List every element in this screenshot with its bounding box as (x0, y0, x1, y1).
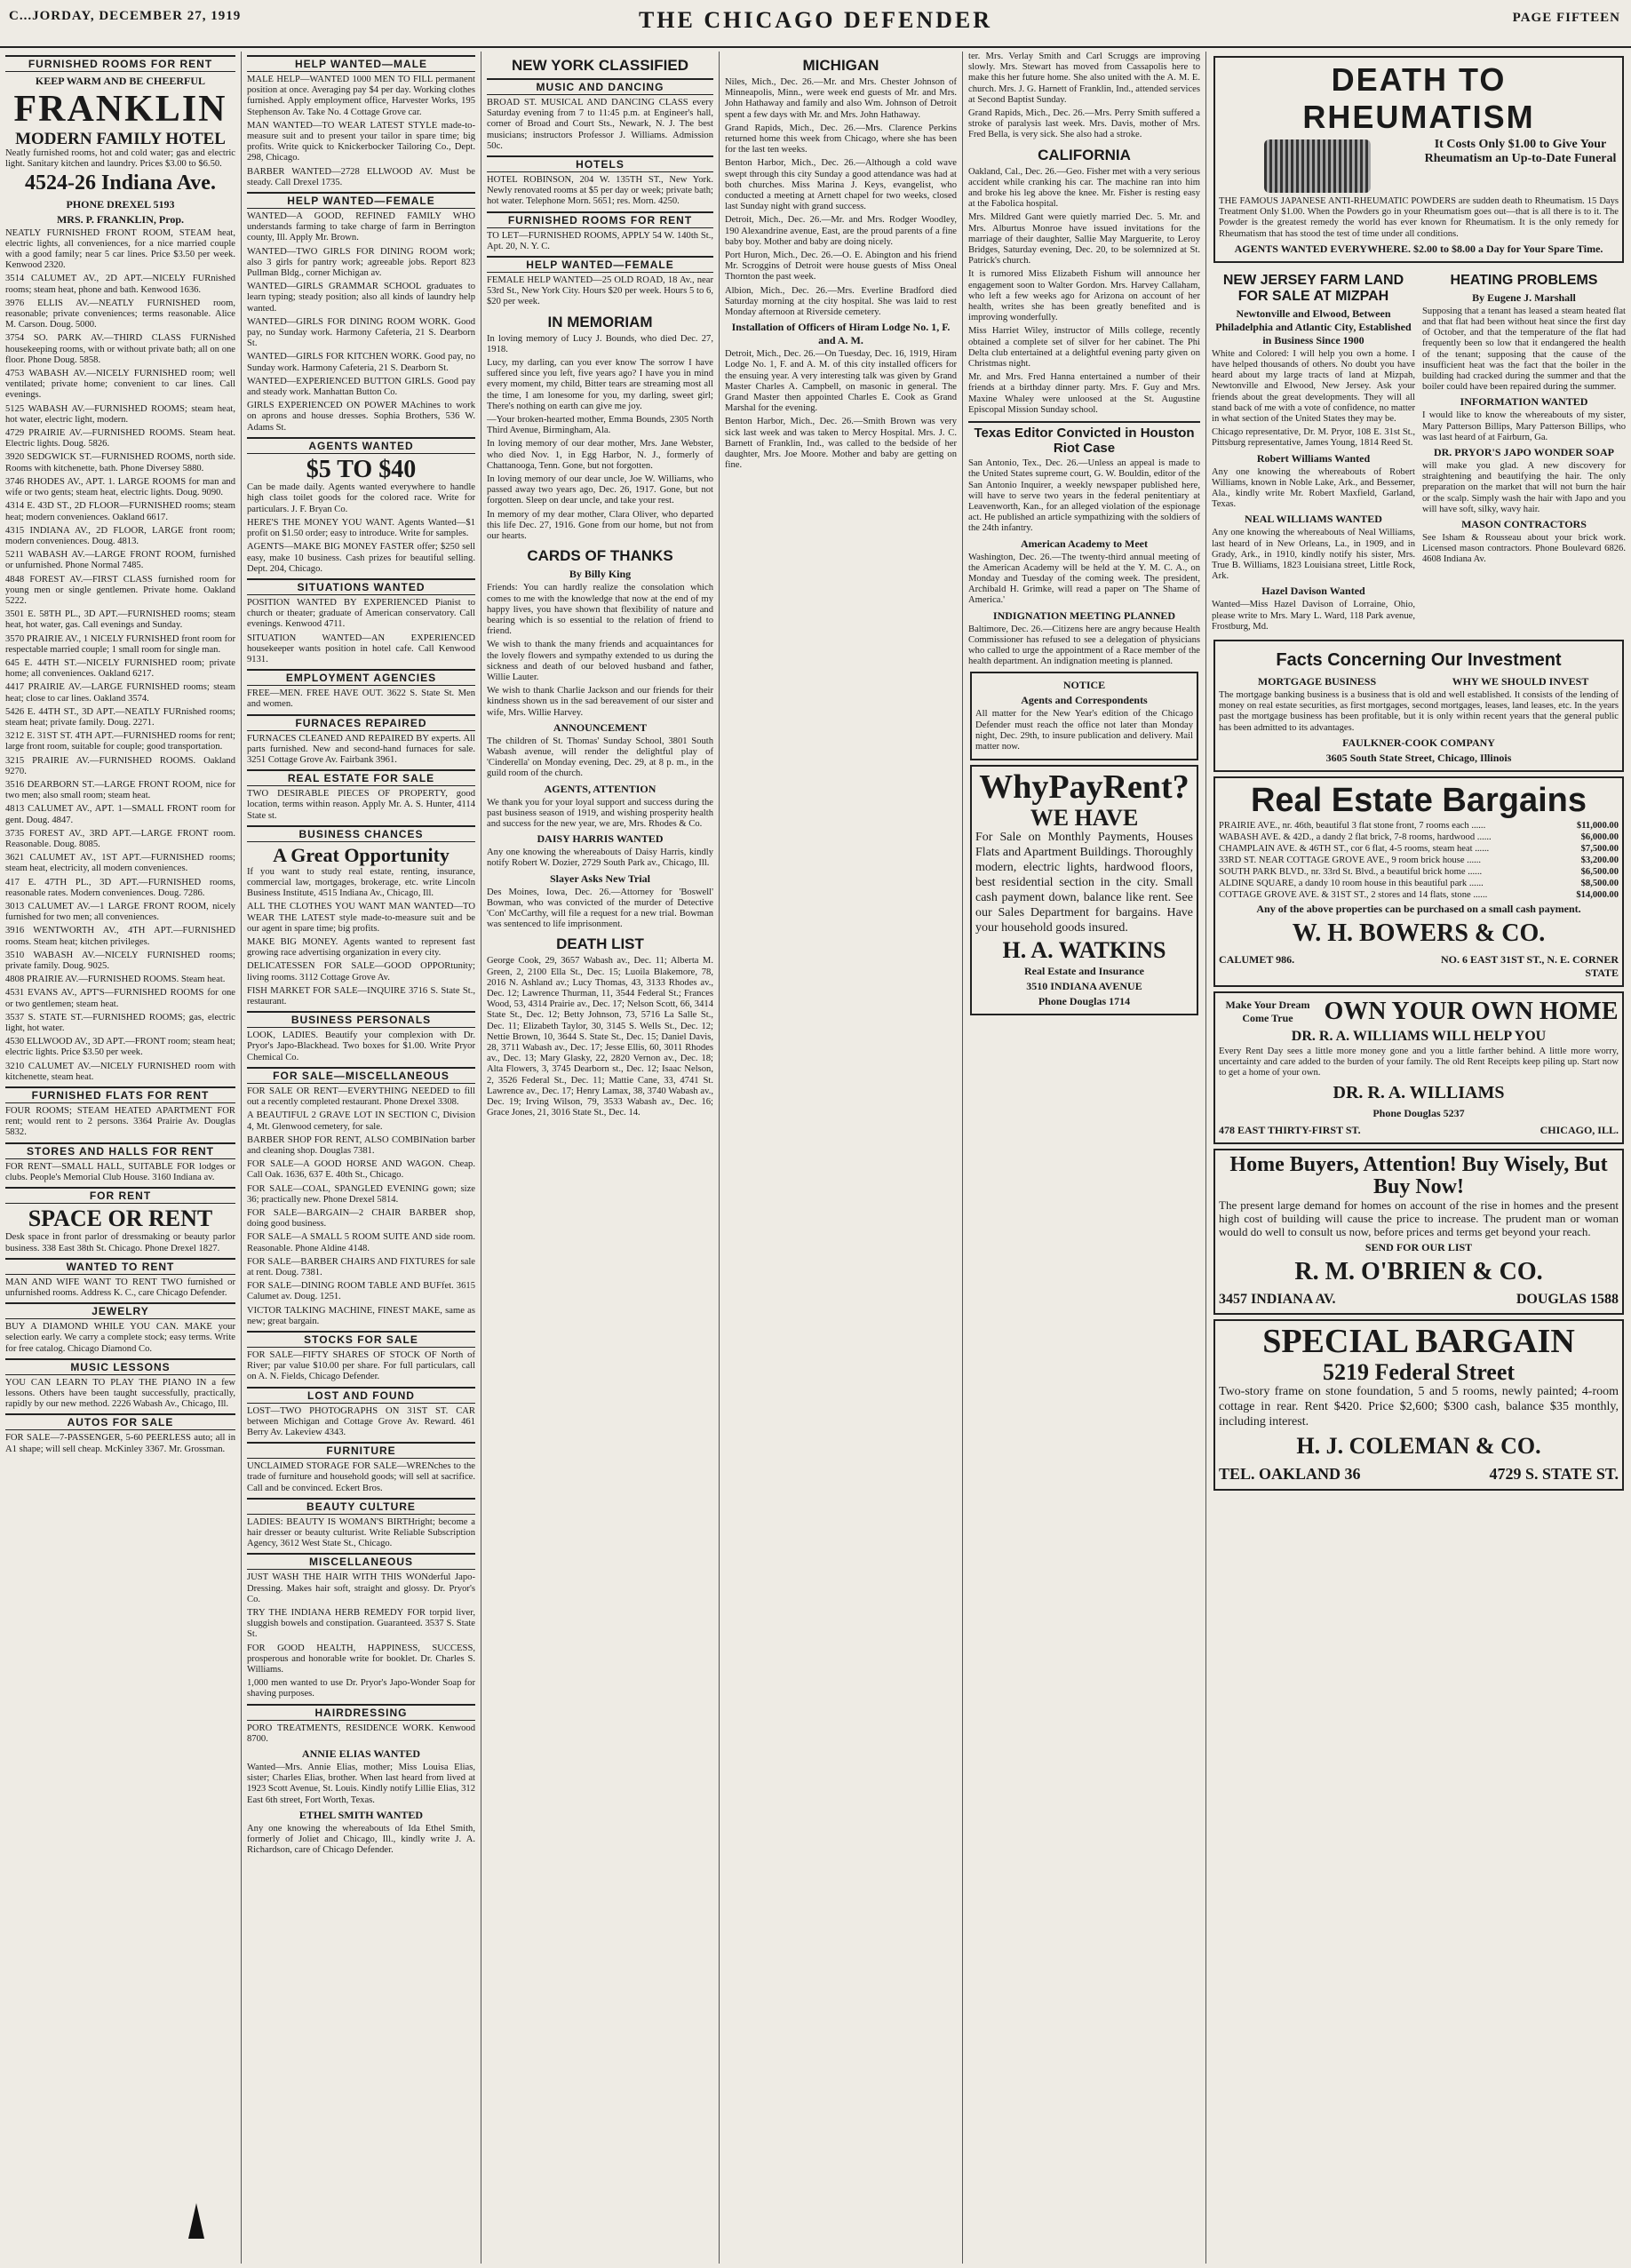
classified-ad: FOR GOOD HEALTH, HAPPINESS, SUCCESS, prosperous and honorable write for booklet. Dr. Charles S. Williams. (247, 1643, 475, 1675)
memoriam-entry: In loving memory of our dear mother, Mrs. Jane Webster, who died Nov. 1, in Egg Harbor, N. J., formerly of Chattanooga, Tenn. Gone, but not forgotten. (487, 439, 713, 471)
obrien-phone: DOUGLAS 1588 (1516, 1291, 1619, 1307)
classified-ad: 5125 WABASH AV.—FURNISHED ROOMS; steam heat, hot water, electric light, modern. (5, 403, 235, 425)
facts-right-heading: WHY WE SHOULD INVEST (1452, 675, 1589, 688)
classified-ad: PORO TREATMENTS, RESIDENCE WORK. Kenwood 8700. (247, 1723, 475, 1744)
memoriam-entry: In loving memory of our dear uncle, Joe W. Williams, who passed away two years ago, Dec. 26, 1917. Gone, but not forgotten. Sleep on dear uncle, and take your rest. (487, 474, 713, 506)
notice-heading: NOTICE (1062, 679, 1106, 692)
watkins-sub: Real Estate and Insurance (1023, 964, 1144, 977)
listing-row (1219, 889, 1619, 901)
classified-ad: FREE—MEN. FREE HAVE OUT. 3622 S. State St. Men and women. (247, 688, 475, 710)
hearse-illustration (1264, 139, 1371, 193)
listing-text: 33RD ST. NEAR COTTAGE GROVE AVE., 9 room brick house ...... (1219, 855, 1482, 865)
classified-ad: 3212 E. 31ST ST. 4TH APT.—FURNISHED rooms for rent; large front room, suitable for couple; good transportation. (5, 731, 235, 752)
classified-ad: If you want to study real estate, renting, insurance, commercial law, mortgages, brokerage, etc. write Lincoln Business Institute, 4515 Indiana Av., Chicago, Ill. (247, 866, 475, 899)
own-home-headline: OWN YOUR OWN HOME (1324, 998, 1619, 1026)
slayer-body: Des Moines, Iowa, Dec. 26.—Attorney for 'Boswell' Bowman, who was convicted of the murder of Detective 'Con' McCarthy, will file a request for a new trial. Bowman was sentenced to life imprisonment. (487, 887, 713, 930)
ad-tagline: KEEP WARM AND BE CHEERFUL (35, 75, 206, 87)
section-heading: MUSIC LESSONS (5, 1358, 235, 1375)
bowers-address: NO. 6 EAST 31ST ST., N. E. CORNER STATE (1440, 952, 1619, 979)
listing-row (1219, 820, 1619, 832)
special-bargain-headline: SPECIAL BARGAIN (1262, 1322, 1575, 1360)
in-memoriam-heading: IN MEMORIAM (547, 313, 653, 330)
thanks-entry: We wish to thank Charlie Jackson and our friends for their kindness shown us in the sad bereavement of our sister and wife, Mrs. Willie Harvey. (487, 686, 713, 718)
classified-ad: LOST—TWO PHOTOGRAPHS ON 31ST ST. CAR between Michigan and Cottage Grove Av. Reward. 461 Berry Av. Lakeview 4343. (247, 1405, 475, 1437)
hazel-heading: Hazel Davison Wanted (1261, 585, 1365, 598)
news-item: Niles, Mich., Dec. 26.—Mr. and Mrs. Chester Johnson of Minneapolis, Minn., were week end guests of Mr. and Mrs. John Hathaway and family and also Wm. Johnson of Detroit spent a few days with Mr. and Mrs. John Hathaway. (725, 77, 957, 120)
classified-ad: 3920 SEDGWICK ST.—FURNISHED ROOMS, north side. Rooms with kitchenette, bath. Phone Diversey 5880. (5, 452, 235, 473)
facts-body: The mortgage banking business is a business that is old and well established. It consists of the lending of money on real estate securities, as first mortgages, second mortgages, leases, land leases, etc. In the years past the mortgage business has been profitable, but it is only within recent years that the general public has been admitted to its advantages. (1219, 690, 1619, 733)
texas-heading: Texas Editor Convicted in Houston Riot Case (968, 421, 1200, 456)
memoriam-entry: Lucy, my darling, can you ever know The sorrow I have suffered since you left, five years ago? I have you in mind every moment, my child, Bitter tears are streaming most all the time, I am lonesome for you, my darling, sweet girl; There's nothing on earth can give me joy. (487, 358, 713, 411)
section-heading: FOR SALE—MISCELLANEOUS (247, 1067, 475, 1084)
opportunity-headline: A Great Opportunity (273, 843, 450, 866)
classified-ad: 4417 PRAIRIE AV.—LARGE FURNISHED rooms; steam heat; close to car lines. Oakland 3574. (5, 682, 235, 704)
pryor-body: will make you glad. A new discovery for straightening and beautifying the hair. The only preparation on the market that will not burn the hair or the scalp. Simply wash the hair with Japo and you will have soft, silky, wavy hair. (1422, 461, 1626, 514)
daisy-harris-body: Any one knowing the whereabouts of Daisy Harris, kindly notify Robert W. Dozier, 2729 South Park av., Chicago, Ill. (487, 848, 713, 869)
section-heading: FURNISHED ROOMS FOR RENT (487, 211, 713, 228)
classified-ad: ALL THE CLOTHES YOU WANT MAN WANTED—TO WEAR THE LATEST style made-to-measure suit and be our agent in spare time; big profits. (247, 902, 475, 934)
neal-heading: NEAL WILLIAMS WANTED (1245, 513, 1382, 526)
listing-text: SOUTH PARK BLVD., nr. 33rd St. Blvd., a beautiful brick home ...... (1219, 866, 1483, 877)
section-heading: MUSIC AND DANCING (487, 78, 713, 95)
cards-list (487, 583, 713, 718)
classified-ad: 3215 PRAIRIE AV.—FURNISHED ROOMS. Oakland 9270. (5, 755, 235, 776)
classified-ad: MAN AND WIFE WANT TO RENT TWO furnished or unfurnished rooms. Address K. C., care Chicago Defender. (5, 1277, 235, 1298)
classified-ad: FOUR ROOMS; STEAM HEATED APARTMENT FOR rent; would rent to 2 persons. 3364 Prairie Av. Douglas 5832. (5, 1106, 235, 1138)
special-bargain-body: Two-story frame on stone foundation, 5 and 5 rooms, newly painted; 4-room cottage in rear. Rent $420. Price $2,600; $300 cash, balance $35 monthly, including interest. (1219, 1385, 1619, 1429)
news-item: It is rumored Miss Elizabeth Fishum will announce her engagement soon to Walter Gordon. Mrs. Harvey Callaham, who left a few weeks ago for Arizona on account of her health, writes she has been greatly benefited and is improving wonderfully. (968, 269, 1200, 323)
info-heading: INFORMATION WANTED (1460, 395, 1588, 409)
memoriam-list (487, 334, 713, 543)
classified-ad: MALE HELP—WANTED 1000 MEN TO FILL permanent position at once. Averaging pay $4 per day. Working clothes furnished. Apply employment office, Harvester Works, 195 Stephenson Av. Take No. 4 Cottage Grove car. (247, 75, 475, 117)
classified-ad: DELICATESSEN FOR SALE—GOOD OPPORtunity; living rooms. 3112 Cottage Grove Av. (247, 961, 475, 983)
classified-ad: 1,000 men wanted to use Dr. Pryor's Japo-Wonder Soap for shaving purposes. (247, 1678, 475, 1699)
news-item: Benton Harbor, Mich., Dec. 26.—Although a cold wave swept through this city Sunday a good attendance was had at both churches. Miss Marina J. Keys, evangelist, who conducted a meeting at Arnett chapel for two weeks, closed last Sunday night with grand success. (725, 158, 957, 212)
heating-body: Supposing that a tenant has leased a steam heated flat and that flat had been without heat since the first day of October, and that the temperature of the flat had frequently been so low that it endangered the health of the tenant; supposing that the cause of the insufficient heat was the fact that the boiler in the building had cracked during the summer and that the boiler could have been repaired during the summer. (1422, 306, 1626, 393)
classified-ad: 3916 WENTWORTH AV., 4TH APT.—FURNISHED rooms. Steam heat; kitchen privileges. (5, 926, 235, 947)
male-help-ads (247, 75, 475, 188)
classified-ad: NEATLY FURNISHED FRONT ROOM, STEAM heat, electric lights, all conveniences, for a nice married couple with a good family; near 5 car lines. Price $3.50 per week. Kenwood 2320. (5, 227, 235, 271)
notice-body: All matter for the New Year's edition of the Chicago Defender must reach the office not later than Monday night, Dec. 29th, to insure publication and delivery. Mail matter now. (975, 709, 1193, 752)
classified-ad: WANTED—A GOOD, REFINED FAMILY WHO understands farming to take charge of farm in Berrington county, Ill. Apply Mr. Brown. (247, 211, 475, 243)
classified-ad: 645 E. 44TH ST.—NICELY FURNISHED room; private home; all conveniences. Oakland 6217. (5, 657, 235, 680)
franklin-phone: PHONE DREXEL 5193 (66, 197, 175, 211)
franklin-body: Neatly furnished rooms, hot and cold water; gas and electric light. Sanitary kitchen and laundry. Prices $3.00 to $6.50. (5, 148, 235, 170)
section-heading: WANTED TO RENT (5, 1258, 235, 1275)
classified-ad: 4729 PRAIRIE AV.—FURNISHED ROOMS. Steam heat. Electric lights. Doug. 5826. (5, 428, 235, 450)
section-heading: STORES AND HALLS FOR RENT (5, 1142, 235, 1159)
williams-address: 478 EAST THIRTY-FIRST ST. (1219, 1123, 1361, 1136)
death-list-body: George Cook, 29, 3657 Wabash av., Dec. 11; Alberta M. Green, 2, 2100 Ella St., Dec. 15; Luoila Blakemore, 78, 2016 N. Ashland av.; Lucy Thomas, 43, 3133 Rhodes av., Dec. 12; Lawrence Thurman, 11, 3544 Federal St.; Frances Wood, 53, 4314 Prairie av., Dec. 17; Nelson Scott, 66, 3414 State St., Dec. 12; Betty Johnson, 73, 5716 La Salle St., Dec. 11; Elizabeth Taylor, 30, 3145 S. Wells St., Dec. 12; Nettie Brown, 10, 3644 S. State St., Dec. 15; Daniel Davis, 28, 3711 Wabash av., Dec. 17; Jesse Ellis, 60, 3011 Rhodes av., Dec. 13; Mary Glasky, 22, 2820 Vernon av., Dec. 18; Alta Flowers, 3, 3745 Dearborn st., Dec. 12; Isaac Nelson, 2, 3526 Federal St., Dec. 11; Mattie Cane, 33, 4741 St. Lawrence av., Dec. 17; Henry Lamax, 38, 3740 Wabash av., Dec. 19; Irving Wilson, 79, 3533 Wabash av., Dec. 16; Grace Jones, 21, 3016 State St., Dec. 14. (487, 956, 713, 1118)
column-5 (963, 52, 1206, 2264)
coleman-name: H. J. COLEMAN & CO. (1296, 1433, 1541, 1460)
classified-ad: 3501 E. 58TH PL., 3D APT.—FURNISHED rooms; steam heat, hot water, gas. Call evenings and Sunday. (5, 609, 235, 631)
classified-ad: 4753 WABASH AV.—NICELY FURNISHED room; well ventilated; private home; convenient to car lines. Call evenings. (5, 369, 235, 401)
classified-ad: AGENTS—MAKE BIG MONEY FASTER offer; $250 sell easy, make 10 business. Cash prizes for beautiful selling. Dept. 204, Chicago. (247, 542, 475, 574)
classified-ad: 3570 PRAIRIE AV., 1 NICELY FURNISHED front room for respectable married couple; 1 small room for single man. (5, 633, 235, 655)
nj-farm-heading: NEW JERSEY FARM LAND FOR SALE AT MIZPAH (1222, 272, 1404, 304)
listing-row (1219, 866, 1619, 878)
classified-ad: MAKE BIG MONEY. Agents wanted to represent fast growing race advertising organization in every city. (247, 937, 475, 959)
classified-ad: 4813 CALUMET AV., APT. 1—SMALL FRONT room for gent. Doug. 4847. (5, 804, 235, 825)
ny-classified-heading: NEW YORK CLASSIFIED (512, 57, 688, 74)
agents-attention-body: We thank you for your loyal support and success during the past business season of 1919, and wishing prosperity health and success for the new year, we are, Mrs. Rhodes & Co. (487, 797, 713, 829)
classified-ad: TO LET—FURNISHED ROOMS, APPLY 54 W. 140th St., Apt. 20, N. Y. C. (487, 230, 713, 251)
notice-heading: ETHEL SMITH WANTED (298, 1808, 424, 1821)
listing-price: $14,000.00 (1576, 889, 1619, 900)
own-home-sub: DR. R. A. WILLIAMS WILL HELP YOU (1291, 1028, 1547, 1044)
real-estate-note: Any of the above properties can be purchased on a small cash payment. (1256, 902, 1581, 915)
obrien-name: R. M. O'BRIEN & CO. (1294, 1257, 1543, 1285)
section-heading: HELP WANTED—FEMALE (247, 192, 475, 209)
listing-price: $6,000.00 (1580, 832, 1619, 842)
business-ads (247, 867, 475, 1007)
nj-farm-reps: Chicago representative, Dr. M. Pryor, 108 E. 31st St., Pittsburg representative, James Young, 1814 Reed St. (1212, 427, 1415, 449)
rheumatism-tagline: It Costs Only $1.00 to Give Your Rheumatism an Up-to-Date Funeral (1424, 138, 1617, 165)
faulkner-address: 3605 South State Street, Chicago, Illinois (1325, 751, 1512, 764)
section-heading: FURNISHED ROOMS FOR RENT (5, 55, 235, 72)
heating-heading: HEATING PROBLEMS (1450, 272, 1598, 288)
mason-body: See Isham & Rousseau about your brick work. Licensed mason contractors. Phone Boulevard 6826. 4608 Indiana Av. (1422, 533, 1626, 565)
thanks-entry: Friends: You can hardly realize the consolation which comes to me with the knowledge that now at the end of my happy lives, you have shown that flexibility of nature and bearing which is so essential to the relation of friend to friend. (487, 583, 713, 637)
texas-body: San Antonio, Tex., Dec. 26.—Unless an appeal is made to the United States supreme court, G. W. Bouldin, editor of the San Antonio Inquirer, a weekly newspaper published here, will have to serve two years in the federal penitentiary at Leavenworth, Kan., for an alleged violation of the espionage act. He published an article sympathizing with the soldiers of the 24th infantry. (968, 458, 1200, 534)
classified-ad: BARBER WANTED—2728 ELLWOOD AV. Must be steady. Call Drexel 1735. (247, 166, 475, 187)
send-for-list: SEND FOR OUR LIST (1364, 1240, 1473, 1253)
listing-row (1219, 843, 1619, 855)
classified-ad: FOR SALE—BARGAIN—2 CHAIR BARBER shop, doing good business. (247, 1207, 475, 1229)
section-heading: FURNISHED FLATS FOR RENT (5, 1086, 235, 1103)
news-item: Oakland, Cal., Dec. 26.—Geo. Fisher met with a very serious accident while cranking his car. The machine ran into him and broke his leg above the knee. Mr. Fisher is resting easy at the Fabolica hospital. (968, 166, 1200, 210)
robert-body: Any one knowing the whereabouts of Robert Williams, known in Noble Lake, Ark., and Bessemer, Ala., kindly write Mr. Robert Maxfield, Garland, Texas. (1212, 466, 1415, 510)
obrien-address: 3457 INDIANA AV. (1219, 1291, 1336, 1307)
section-heading: FOR RENT (5, 1187, 235, 1204)
classified-ad: FOR SALE—7-PASSENGER, 5-60 PEERLESS auto; all in A1 shape; will sell cheap. McKinley 3367. Mr. Grossman. (5, 1433, 235, 1454)
classified-ad: 3516 DEARBORN ST.—LARGE FRONT ROOM, nice for two men; also small room; steam heat. (5, 779, 235, 801)
classified-ad: TWO DESIRABLE PIECES OF PROPERTY, good location, terms within reason. Apply Mr. A. S. Hunter, 4114 State st. (247, 789, 475, 821)
california-heading: CALIFORNIA (1038, 146, 1131, 163)
classified-ad: 3754 SO. PARK AV.—THIRD CLASS FURNished housekeeping rooms, with or without private bath; all on one floor. Phone Doug. 5858. (5, 333, 235, 365)
michigan-news (725, 77, 957, 318)
section-heading: SITUATIONS WANTED (247, 578, 475, 595)
indignation-heading: INDIGNATION MEETING PLANNED (992, 609, 1176, 622)
classified-ad: HERE'S THE MONEY YOU WANT. Agents Wanted—$1 profit on $1.50 order; easy to introduce. Write for samples. (247, 517, 475, 539)
news-item: Detroit, Mich., Dec. 26.—Mr. and Mrs. Rodger Woodley, 190 Alexandrine avenue, East, are the proud parents of a fine baby boy. Mother and baby are doing nicely. (725, 215, 957, 247)
situations-ads (247, 598, 475, 665)
issue-date: C...JORDAY, DECEMBER 27, 1919 (9, 9, 242, 23)
why-pay-rent-headline: WhyPayRent? (979, 768, 1189, 807)
classified-ad: VICTOR TALKING MACHINE, FINEST MAKE, same as new; great bargain. (247, 1305, 475, 1326)
own-home-ad (1213, 991, 1624, 1144)
pointer-arrow-icon (188, 2203, 204, 2239)
facts-left-heading: MORTGAGE BUSINESS (1257, 675, 1377, 688)
investment-ad (1213, 640, 1624, 772)
listing-price: $7,500.00 (1580, 843, 1619, 854)
own-home-tagline: Make Your Dream Come True (1225, 998, 1310, 1024)
news-item: Mrs. Mildred Gant were quietly married Dec. 5. Mr. and Mrs. Alburtus Monroe have issued invitations for the marriage of their daughter, Sallie May Marguerite, to Leroy Bridges, Saturday evening, Dec. 20, to be solemnized at St. Patrick's church. (968, 212, 1200, 267)
classified-ad: 3537 S. STATE ST.—FURNISHED ROOMS; gas, electric light, hot water. (5, 1012, 235, 1034)
classified-ad: UNCLAIMED STORAGE FOR SALE—WRENches to the trade of furniture and household goods; will sell at sacrifice. Call and be convinced. Eckert Bros. (247, 1461, 475, 1493)
classified-ad: GIRLS EXPERIENCED ON POWER MAchines to work on aprons and house dresses. Sophia Brothers, 536 W. Adams St. (247, 401, 475, 433)
classified-ad: 3621 CALUMET AV., 1ST APT.—FURNISHED rooms; steam heat, electricity, all modern conveniences. (5, 853, 235, 874)
franklin-prop: MRS. P. FRANKLIN, Prop. (56, 212, 184, 226)
memoriam-entry: In memory of my dear mother, Clara Oliver, who departed this life Dec. 27, 1916. Gone from our home, but not from our hearts. (487, 509, 713, 542)
news-item: Miss Harriet Wiley, instructor of Mills college, recently obtained a complete set of silver for her cabinet. The Phi Delta club entertained at a delightful evening party given on Christmas night. (968, 326, 1200, 370)
news-item: Albion, Mich., Dec. 26.—Mrs. Everline Bradford died Saturday morning at the city hospital. She was laid to rest Monday afternoon at Riverside cemetery. (725, 285, 957, 318)
classified-ad: 3735 FOREST AV., 3RD APT.—LARGE FRONT room. Reasonable. Doug. 8085. (5, 828, 235, 849)
listing-text: COTTAGE GROVE AVE. & 31ST ST., 2 stores and 14 flats, stone ...... (1219, 889, 1488, 900)
classified-ad: Desk space in front parlor of dressmaking or beauty parlor business. 338 East 38th St. Chicago. Phone Drexel 1827. (5, 1232, 235, 1253)
franklin-subtitle: MODERN FAMILY HOTEL (15, 130, 226, 149)
misc-ads (247, 1086, 475, 1327)
rooms-ads-list (5, 228, 235, 1083)
rheumatism-body: THE FAMOUS JAPANESE ANTI-RHEUMATIC POWDERS are sudden death to Rheumatism. 15 Days Treatment Only $1.00. When the Powders go in your Rheumatism goes out—that is all there is to it. The Powder is the greatest remedy the world has ever known for Rheumatism. It is the only remedy for Rheumatism that has stood the test of time under all conditions. (1219, 196, 1619, 239)
classified-ad: 5426 E. 44TH ST., 3D APT.—NEATLY FURnished rooms; steam heat; private family. Doug. 2271. (5, 706, 235, 728)
classified-ad: 4315 INDIANA AV., 2D FLOOR, LARGE front room; modern conveniences. Doug. 4813. (5, 525, 235, 546)
williams-city: CHICAGO, ILL. (1540, 1123, 1619, 1136)
listing-text: WABASH AVE. & 42D., a dandy 2 flat brick, 7-8 rooms, hardwood ...... (1219, 832, 1492, 842)
franklin-address: 4524-26 Indiana Ave. (25, 171, 216, 195)
classified-ad: TRY THE INDIANA HERB REMEDY FOR torpid liver, sluggish bowels and constipation. Guaranteed. 3537 S. State St. (247, 1608, 475, 1640)
bowers-name: W. H. BOWERS & CO. (1292, 919, 1546, 947)
watkins-address: 3510 INDIANA AVENUE (1026, 979, 1142, 992)
section-heading: FURNITURE (247, 1442, 475, 1459)
section-heading: HELP WANTED—FEMALE (487, 256, 713, 273)
daisy-harris-heading: DAISY HARRIS WANTED (537, 832, 664, 846)
own-home-body: Every Rent Day sees a little more money gone and you a little farther behind. A little more worry, uncertainty and care added to the burden of your family. The old Rent Receipts keep piling up. Start now to get a home of your own. (1219, 1046, 1619, 1078)
classified-ad: 4808 PRAIRIE AV.—FURNISHED ROOMS. Steam heat. (5, 975, 226, 985)
neal-body: Any one knowing the whereabouts of Neal Williams, last heard of in New Orleans, La., in 1909, and in Grady, Ark., in 1910, kindly notify his sister, Mrs. True B. Williams, 1823 Louisiana street, Little Rock, Ark. (1212, 528, 1415, 582)
classified-ad: HOTEL ROBINSON, 204 W. 135TH ST., New York. Newly renovated rooms at $5 per day or week; private bath; hot water. Telephone Morn. 5651; res. Morn. 4250. (487, 175, 713, 207)
agents-ads (247, 518, 475, 575)
announcement-heading: ANNOUNCEMENT (553, 720, 648, 734)
special-bargain-ad (1213, 1319, 1624, 1491)
section-heading: AGENTS WANTED (247, 437, 475, 454)
classified-ad: FOR SALE—COAL, SPANGLED EVENING gown; size 36; practically new. Phone Drexel 5814. (247, 1183, 475, 1205)
classified-ad: 3210 CALUMET AV.—NICELY FURNISHED room with kitchenette, steam heat. (5, 1061, 235, 1082)
bowers-phone: CALUMET 986. (1219, 952, 1295, 966)
section-heading: LOST AND FOUND (247, 1387, 475, 1404)
space-for-rent-headline: SPACE OR RENT (28, 1206, 213, 1232)
classified-ad: LADIES: BEAUTY IS WOMAN'S BIRTHright; become a hair dresser or beauty culturist. Write Reliable Subscription Agency, 3612 West State St., Chicago. (247, 1516, 475, 1549)
section-heading: JEWELRY (5, 1302, 235, 1319)
mason-heading: MASON CONTRACTORS (1461, 518, 1587, 531)
williams-name: DR. R. A. WILLIAMS (1333, 1082, 1505, 1102)
death-to-rheumatism-headline: DEATH TO RHEUMATISM (1302, 61, 1535, 135)
news-item: Port Huron, Mich., Dec. 26.—O. E. Abington and his friend Mr. Scroggins of Detroit were house guests of Miss Oneal Thornton the past week. (725, 251, 957, 283)
franklin-logo-text: FRANKLIN (13, 89, 227, 130)
nj-farm-subheading: Newtonville and Elwood, Between Philadelphia and Atlantic City, Established in Business Since 1900 (1215, 306, 1412, 346)
classified-ad: FOR SALE—A GOOD HORSE AND WAGON. Cheap. Call Oak. 1636, 637 E. 40th St., Chicago. (247, 1159, 475, 1181)
column-4 (720, 52, 963, 2264)
listing-row (1219, 878, 1619, 889)
classified-ad: 3013 CALUMET AV.—1 LARGE FRONT ROOM, nicely furnished for two men; all conveniences. (5, 902, 235, 923)
hiram-body: Detroit, Mich., Dec. 26.—On Tuesday, Dec. 16, 1919, Hiram Lodge No. 1, F. and A. M. of this city installed officers for the ensuing year. A very interesting talk was given by Grand Master Charles A. Campbell, on masonic in general. The Grand Master then appointed Charles E. Cook as Grand Marshal for the evening. (725, 349, 957, 414)
michigan-continued: ter. Mrs. Verlay Smith and Carl Scruggs are improving slowly. Mrs. Stewart has moved from Cassapolis here to make this her future home. She also united with the A. M. E. church. Mrs. J. G. Harnett of Franklin, Ind., attended services at Second Baptist Sunday. (968, 52, 1200, 105)
michigan-heading: MICHIGAN (802, 57, 879, 74)
watkins-ad (970, 765, 1198, 1015)
column-2 (242, 52, 481, 2264)
section-heading: STOCKS FOR SALE (247, 1331, 475, 1348)
info-body: I would like to know the whereabouts of my sister, Mary Patterson Billips, Mary Patterson Billips, who was last heard of at Fairburn, Ga. (1422, 410, 1626, 442)
classified-ad: FURNACES CLEANED AND REPAIRED BY experts. All parts furnished. New and second-hand furnaces for sale. 3251 Cottage Grove Av. Fairbank 3961. (247, 733, 475, 765)
classified-ad: MAN WANTED—TO WEAR LATEST STYLE made-to-measure suit and to present your tailor in spare time; big profits. Write quick to Knickerbocker Tailoring Co., Dept. 298, Chicago. (247, 120, 475, 163)
section-heading: BEAUTY CULTURE (247, 1498, 475, 1515)
classified-ad: 5211 WABASH AV.—LARGE FRONT ROOM, furnished or unfurnished. Phone Normal 7485. (5, 550, 235, 571)
listing-price: $11,000.00 (1576, 820, 1619, 831)
agents-headline: $5 TO $40 (306, 455, 417, 483)
classified-ad: FOR SALE—A SMALL 5 ROOM SUITE AND side room. Reasonable. Phone Aldine 4148. (247, 1232, 475, 1253)
classified-ad: 3976 ELLIS AV.—NEATLY FURNISHED room, reasonable; private conveniences; terms reasonable. Alice M. Carson. Doug. 5000. (5, 298, 235, 330)
faulkner-name: FAULKNER-COOK COMPANY (1342, 736, 1495, 749)
section-heading: AUTOS FOR SALE (5, 1413, 235, 1430)
section-heading: HAIRDRESSING (247, 1704, 475, 1721)
thanks-entry: We wish to thank the many friends and acquaintances for the lovely flowers and sympathy extended to us during the sickness and death of our beloved husband and father, Willie Lauter. (487, 640, 713, 682)
real-estate-headline: Real Estate Bargains (1250, 781, 1587, 819)
classified-ad: 4530 ELLWOOD AV., 3D APT.—FRONT room; steam heat; electric lights. Price $3.50 per week. (5, 1037, 235, 1058)
classified-ad: LOOK, LADIES. Beautify your complexion with Dr. Pryor's Japo-Blackhead. Two boxes for $1.00. Write Pryor Chemical Co. (247, 1031, 475, 1062)
coleman-address: 4729 S. STATE ST. (1489, 1465, 1619, 1484)
notice-box (970, 672, 1198, 760)
classified-ad: POSITION WANTED BY EXPERIENCED Pianist to church or theater; graduate of American conservatory. Call evenings. Kenwood 4711. (247, 597, 475, 630)
classified-ad: 3514 CALUMET AV., 2D APT.—NICELY FURnished rooms; steam heat, phone and bath. Kenwood 1636. (5, 274, 235, 295)
classified-ad: SITUATION WANTED—AN EXPERIENCED housekeeper wants position in hotel cafe. Call Kenwood 9131. (247, 633, 475, 664)
rheumatism-agents: AGENTS WANTED EVERYWHERE. $2.00 to $8.00 a Day for Your Spare Time. (1234, 242, 1603, 255)
williams-phone: Phone Douglas 5237 (1372, 1106, 1465, 1119)
classified-ad: FEMALE HELP WANTED—25 OLD ROAD, 18 Av., near 53rd St., New York City. Hours $20 per week. Hours 5 to 6, $20 per week. (487, 275, 713, 307)
memoriam-entry: —Your broken-hearted mother, Emma Bounds, 2305 North Third Avenue, Birmingham, Ala. (487, 415, 713, 436)
listing-text: ALDINE SQUARE, a dandy 10 room house in this beautiful park ...... (1219, 878, 1484, 888)
real-estate-list (1219, 820, 1619, 901)
section-heading: BUSINESS CHANCES (247, 825, 475, 842)
section-heading: REAL ESTATE FOR SALE (247, 769, 475, 786)
watkins-phone: Phone Douglas 1714 (1038, 994, 1131, 1007)
classified-ad: JUST WASH THE HAIR WITH THIS WONderful Japo-Dressing. Makes hair soft, straight and glossy. Dr. Pryor's Co. (247, 1572, 475, 1604)
classified-ad: BROAD ST. MUSICAL AND DANCING CLASS every Saturday evening from 7 to 11:45 p.m. at Engineer's hall, corner of Broad and Court Sts., Newark, N. J. The best musicians; instructors Professor J. Williams. Admission 50c. (487, 98, 713, 151)
byline: By Billy King (569, 568, 632, 581)
real-estate-bargains-ad (1213, 776, 1624, 987)
section-heading: HOTELS (487, 155, 713, 172)
classified-ad: BUY A DIAMOND WHILE YOU CAN. MAKE your selection early. We carry a complete stock; easy terms. Write for free catalog. Chicago Diamond Co. (5, 1322, 235, 1354)
classified-ad: YOU CAN LEARN TO PLAY THE PIANO IN a few lessons. Others have been taught successfully, practically, rapidly by our new method. 2226 Wabash Av., Chicago, Ill. (5, 1377, 235, 1410)
section-heading: BUSINESS PERSONALS (247, 1011, 475, 1028)
listing-price: $3,200.00 (1580, 855, 1619, 865)
section-heading: HELP WANTED—MALE (247, 55, 475, 72)
section-heading: MISCELLANEOUS (247, 1553, 475, 1570)
column-1 (0, 52, 242, 2264)
cards-of-thanks-heading: CARDS OF THANKS (527, 547, 673, 565)
classified-ad: A BEAUTIFUL 2 GRAVE LOT IN SECTION C, Division 4, Mt. Glenwood cemetery, for sale. (247, 1110, 475, 1132)
agents-attention-heading: AGENTS, ATTENTION (544, 782, 656, 795)
listing-row (1219, 832, 1619, 843)
listing-text: CHAMPLAIN AVE. & 46TH ST., cor 6 flat, 4-5 rooms, steam heat ...... (1219, 843, 1490, 854)
notice-heading: ANNIE ELIAS WANTED (301, 1747, 421, 1761)
classified-ad: WANTED—EXPERIENCED BUTTON GIRLS. Good pay and steady work. Manhattan Button Co. (247, 376, 475, 398)
obrien-ad (1213, 1149, 1624, 1315)
notice-body: Wanted—Mrs. Annie Elias, mother; Miss Louisa Elias, sister; Charles Elias, brother. When last heard from lived at 1923 Scott Avenue, St. Louis. Kindly notify Lillie Elias, 312 East 6th street, Fort Worth, Texas. (247, 1763, 475, 1805)
watkins-body: For Sale on Monthly Payments, Houses Flats and Apartment Buildings. Thoroughly modern, electric lights, hardwood floors, best residential section in the city. Small cash payment down, balance like rent. See our Sales Department for bargains. Have your household goods insured. (975, 831, 1193, 935)
news-item: Mr. and Mrs. Fred Hanna entertained a number of their friends at a birthday dinner party. Mrs. F. Guy and Mrs. Maxine Whaley were unloosed at the St. Augustine Episcopal Mission Sunday school. (968, 372, 1200, 415)
notice-subheading: Agents and Correspondents (1021, 694, 1148, 707)
heating-byline: By Eugene J. Marshall (1472, 290, 1576, 304)
classified-ad: FOR SALE—BARBER CHAIRS AND FIXTURES for sale at rent. Doug. 7381. (247, 1256, 475, 1277)
home-buyers-headline: Home Buyers, Attention! Buy Wisely, But Buy Now! (1229, 1152, 1608, 1198)
classified-ad: 4848 FOREST AV.—FIRST CLASS furnished room for young men or single gentlemen. Private home. Oakland 5222. (5, 574, 235, 606)
classified-ad: FOR SALE—FIFTY SHARES OF STOCK OF North of River; par value $10.00 per share. For full particulars, call on A. N. Fields, Chicago Defender. (247, 1349, 475, 1382)
hazel-body: Wanted—Miss Hazel Davison of Lorraine, Ohio, please write to Mrs. Mary L. Ward, 118 Park avenue, Frostburg, Md. (1212, 600, 1415, 632)
announcement-body: The children of St. Thomas' Sunday School, 3801 South Wabash avenue, will render the delightful play of 'Cinderella' on Monday evening, Dec. 29, at 8 p. m., in the guild room of the church. (487, 736, 713, 779)
masthead (0, 0, 1631, 48)
slayer-heading: Slayer Asks New Trial (549, 871, 650, 885)
classified-ad: 3510 WABASH AV.—NICELY FURNISHED rooms; private family. Doug. 9025. (5, 950, 235, 972)
watkins-name: H. A. WATKINS (1002, 937, 1166, 964)
classified-ad: 4314 E. 43D ST., 2D FLOOR—FURNISHED rooms; steam heat; modern conveniences. Oakland 6617. (5, 501, 235, 522)
rheumatism-ad (1213, 56, 1624, 263)
pryor-heading: DR. PRYOR'S JAPO WONDER SOAP (1433, 446, 1615, 459)
nj-farm-body: White and Colored: I will help you own a home. I have helped thousands of others. No doubt you have heard about my large tracts of land at Mizpah, Newtonville and Elwood, New Jersey. Ask your friends about the great developments. They will all stand back of me with a vote of confidence, no matter in what section of the United States they may be. (1212, 348, 1415, 425)
column-6 (1206, 52, 1631, 2264)
page-number: PAGE FIFTEEN (1512, 11, 1620, 25)
section-heading: FURNACES REPAIRED (247, 714, 475, 731)
section-heading: EMPLOYMENT AGENCIES (247, 669, 475, 686)
notice-body: Any one knowing the whereabouts of Ida Ethel Smith, formerly of Joliet and Chicago, Ill., kindly write J. A. Richardson, care of Chicago Defender. (247, 1823, 475, 1856)
classified-ad: FOR SALE OR RENT—EVERYTHING NEEDED to fill out a recently completed restaurant. Phone Drexel 3308. (247, 1086, 475, 1108)
classified-ad: WANTED—GIRLS GRAMMAR SCHOOL graduates to learn typing; steady position; also all kinds of laundry help wanted. (247, 282, 475, 314)
classified-ad: WANTED—GIRLS FOR DINING ROOM WORK. Good pay, no Sunday work. Harmony Cafeteria, 21 S. Dearborn St. (247, 316, 475, 349)
academy-body: Washington, Dec. 26.—The twenty-third annual meeting of the American Academy will be held at the Y. M. C. A., on Monday and Tuesday of the coming week. The president, Archibald H. Grimke, will read a paper on 'The Shame of America.' (968, 552, 1200, 606)
coleman-phone: TEL. OAKLAND 36 (1219, 1465, 1361, 1484)
classified-ad: 3746 RHODES AV., APT. 1. LARGE ROOMS for man and wife or two gents; steam heat, electric lights. Doug. 9090. (5, 476, 235, 498)
home-buyers-body: The present large demand for homes on account of the rise in homes and the present high cost of building will cause the price to increase. The prudent man or woman would do well to consult us now, before prices and terms get beyond your reach. (1219, 1198, 1619, 1238)
death-list-heading: DEATH LIST (556, 935, 644, 953)
classified-ad: BARBER SHOP FOR RENT, ALSO COMBINation barber and cleaning shop. Douglas 7381. (247, 1134, 475, 1156)
classified-ad: FISH MARKET FOR SALE—INQUIRE 3716 S. State St., restaurant. (247, 985, 475, 1007)
classified-ad: 417 E. 47TH PL., 3D APT.—FURNISHED rooms, reasonable rates. Modern conveniences. Doug. 7286. (5, 877, 235, 898)
listing-price: $6,500.00 (1580, 866, 1619, 877)
female-help-ads (247, 211, 475, 434)
memoriam-entry: In loving memory of Lucy J. Bounds, who died Dec. 27, 1918. (487, 333, 713, 354)
classified-ad: FOR RENT—SMALL HALL, SUITABLE FOR lodges or clubs. People's Memorial Club House. 3160 Indiana av. (5, 1161, 235, 1182)
hiram-heading: Installation of Officers of Hiram Lodge No. 1, F. and A. M. (731, 321, 951, 347)
classified-ad: 4531 EVANS AV., APT'S—FURNISHED ROOMS for one or two gentlemen; steam heat. (5, 988, 235, 1009)
classified-ad: FOR SALE—DINING ROOM TABLE AND BUFfet. 3615 Calumet av. Doug. 1251. (247, 1281, 475, 1302)
academy-heading: American Academy to Meet (1021, 537, 1148, 550)
miscellaneous-ads (247, 1572, 475, 1699)
we-have-headline: WE HAVE (1030, 805, 1139, 832)
special-bargain-address: 5219 Federal Street (1322, 1358, 1516, 1385)
classified-ad: Can be made daily. Agents wanted everywhere to handle high class toilet goods for the colored race. Write for particulars. J. F. Bryan Co. (247, 482, 475, 514)
listing-row (1219, 855, 1619, 866)
benton-body: Benton Harbor, Mich., Dec. 26.—Smith Brown was very sick last week and was taken to Mercy Hospital. Mrs. J. C. Barnett of Franklin, Ind., was called to the bedside of her daughter, Mrs. Joe Moore. Mother and baby are getting on fine. (725, 417, 957, 471)
indignation-body: Baltimore, Dec. 26.—Citizens here are angry because Health Commissioner has refused to see a delegation of physicians who called to urge the appointment of a Race member of the health department. An indignation meeting is planned. (968, 624, 1200, 667)
news-item: Grand Rapids, Mich., Dec. 26.—Mrs. Clarence Perkins returned home this week from Chicago, where she has been for the last ten weeks. (725, 123, 957, 155)
facts-heading: Facts Concerning Our Investment (1276, 650, 1562, 671)
grand-rapids-news: Grand Rapids, Mich., Dec. 26.—Mrs. Perry Smith suffered a stroke of paralysis last week. Mrs. Davis, mother of Mrs. Fred Bella, is very sick. She also had a stroke. (968, 108, 1200, 140)
robert-heading: Robert Williams Wanted (1256, 451, 1371, 465)
listing-text: PRAIRIE AVE., nr. 46th, beautiful 3 flat stone front, 7 rooms each ...... (1219, 820, 1486, 831)
classified-ad: WANTED—GIRLS FOR KITCHEN WORK. Good pay, no Sunday work. Harmony Cafeteria, 21 S. Dearborn St. (247, 352, 475, 373)
classified-ad: WANTED—TWO GIRLS FOR DINING ROOM work; also 3 girls for pantry work; agreeable jobs. Report 823 Pullman Bldg., corner Michigan av. (247, 246, 475, 279)
california-news (968, 167, 1200, 416)
newspaper-title: THE CHICAGO DEFENDER (638, 7, 993, 33)
column-3 (481, 52, 720, 2264)
listing-price: $8,500.00 (1580, 878, 1619, 888)
